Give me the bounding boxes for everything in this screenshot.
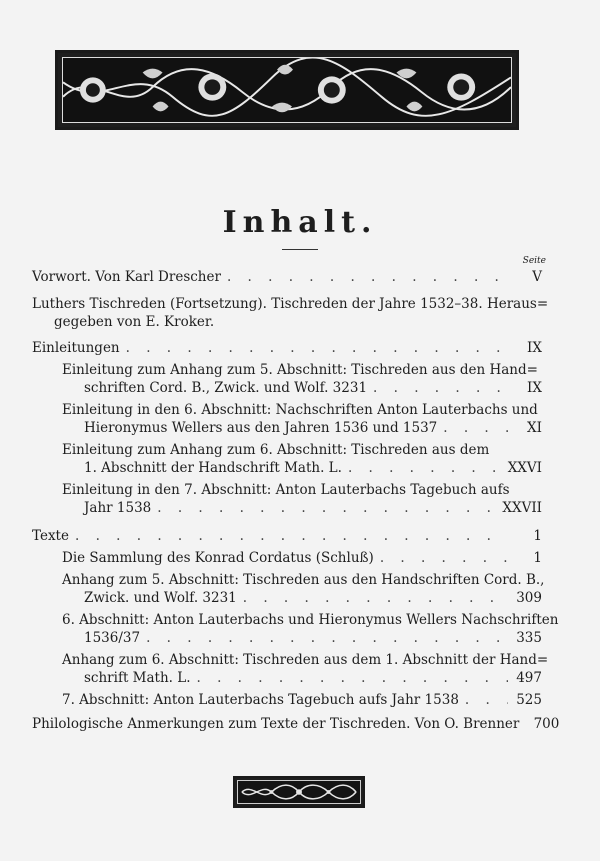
leader-dots [197,669,509,687]
toc-entry-anhang-5[interactable] [32,571,545,607]
leader-dots [157,499,496,517]
toc-page-number: IX [527,340,542,356]
toc-entry-einleitung-7[interactable] [32,481,542,517]
toc-entry-einleitung-6[interactable] [32,401,542,437]
toc-entry-einleitung-anhang-5[interactable] [32,361,542,397]
leader-dots [348,459,502,477]
toc-page-number: XXVI [507,460,542,476]
toc-entry-text: schriften Cord. B., Zwick. und Wolf. 3231 [84,380,368,396]
leader-dots [227,268,508,286]
leader-dots [465,691,508,709]
toc-entry-text: gegeben von E. Kroker. [54,314,215,330]
leader-dots [443,419,508,437]
toc-page-number: 497 [516,670,542,686]
toc-entry-text: Luthers Tischreden (Fortsetzung). Tischreden der Jahre 1532–38. Heraus= [32,296,549,312]
toc-entry-text: schrift Math. L. [84,670,191,686]
toc-entry-text: Anhang zum 6. Abschnitt: Tischreden aus dem 1. Abschnitt der Hand= [62,652,549,668]
toc-entry-text: 6. Abschnitt: Anton Lauterbachs und Hieronymus Wellers Nachschriften [62,612,559,628]
leader-dots [243,589,508,607]
toc-entry-anmerkungen[interactable] [32,715,560,733]
toc-entry-texte[interactable] [32,527,542,545]
toc-entry-text: Anhang zum 5. Abschnitt: Tischreden aus den Handschriften Cord. B., [62,572,545,588]
toc-entry-text: Zwick. und Wolf. 3231 [84,590,237,606]
leader-dots [373,379,508,397]
toc-page-number: 1 [533,550,542,566]
toc-page-number: 309 [516,590,542,606]
toc-entry-text: Einleitung in den 7. Abschnitt: Anton Lauterbachs Tagebuch aufs [62,482,510,498]
leader-dots [146,629,508,647]
toc-entry-text: 1536/37 [84,630,141,646]
leader-dots [380,549,508,567]
toc-entry-anhang-6[interactable] [32,651,549,687]
toc-page-number: IX [527,380,542,396]
toc-page-number: 525 [516,692,542,708]
toc-entry-text: 7. Abschnitt: Anton Lauterbachs Tagebuch aufs Jahr 1538 [62,692,459,708]
toc-page-number: 335 [516,630,542,646]
toc-page-number: 700 [533,716,560,732]
toc-entry-text: Jahr 1538 [84,500,152,516]
toc-entry-text: Texte [32,528,69,544]
toc-entry-text: Einleitung in den 6. Abschnitt: Nachschriften Anton Lauterbachs und [62,402,538,418]
toc-entry-text: Hieronymus Wellers aus den Jahren 1536 und 1537 [84,420,438,436]
page-column-label: Seite [522,256,546,266]
toc-entry-cordatus[interactable] [32,549,542,567]
toc-page-number: XXVII [502,500,542,516]
toc-entry-text: Die Sammlung des Konrad Cordatus (Schluß) [62,550,374,566]
toc-entry-einleitung-anhang-6[interactable] [32,441,542,477]
leader-dots [75,527,508,545]
title-rule [282,249,318,250]
toc-entry-tischreden[interactable] [32,295,549,331]
toc-entry-abschnitt-7[interactable] [32,691,542,709]
toc-page-number: V [532,269,542,285]
toc-entry-text: Vorwort. Von Karl Drescher [32,269,221,285]
header-ornament [55,50,519,130]
toc-entry-abschnitt-6[interactable] [32,611,559,647]
toc-entry-text: Einleitungen [32,340,120,356]
toc-entry-text: Einleitung zum Anhang zum 5. Abschnitt: Tischreden aus den Hand= [62,362,538,378]
toc-entry-einleitungen[interactable] [32,339,542,357]
toc-entry-text: Philologische Anmerkungen zum Texte der Tischreden. Von O. Brenner [32,716,520,732]
toc-page-number: XI [527,420,542,436]
page-title: Inhalt. [222,205,378,240]
toc-entry-text: 1. Abschnitt der Handschrift Math. L. [84,460,342,476]
table-of-contents [32,262,560,733]
toc-page-number: 1 [533,528,542,544]
toc-entry-vorwort[interactable] [32,268,542,286]
footer-ornament [233,776,365,808]
toc-entry-text: Einleitung zum Anhang zum 6. Abschnitt: Tischreden aus dem [62,442,490,458]
leader-dots [126,339,508,357]
